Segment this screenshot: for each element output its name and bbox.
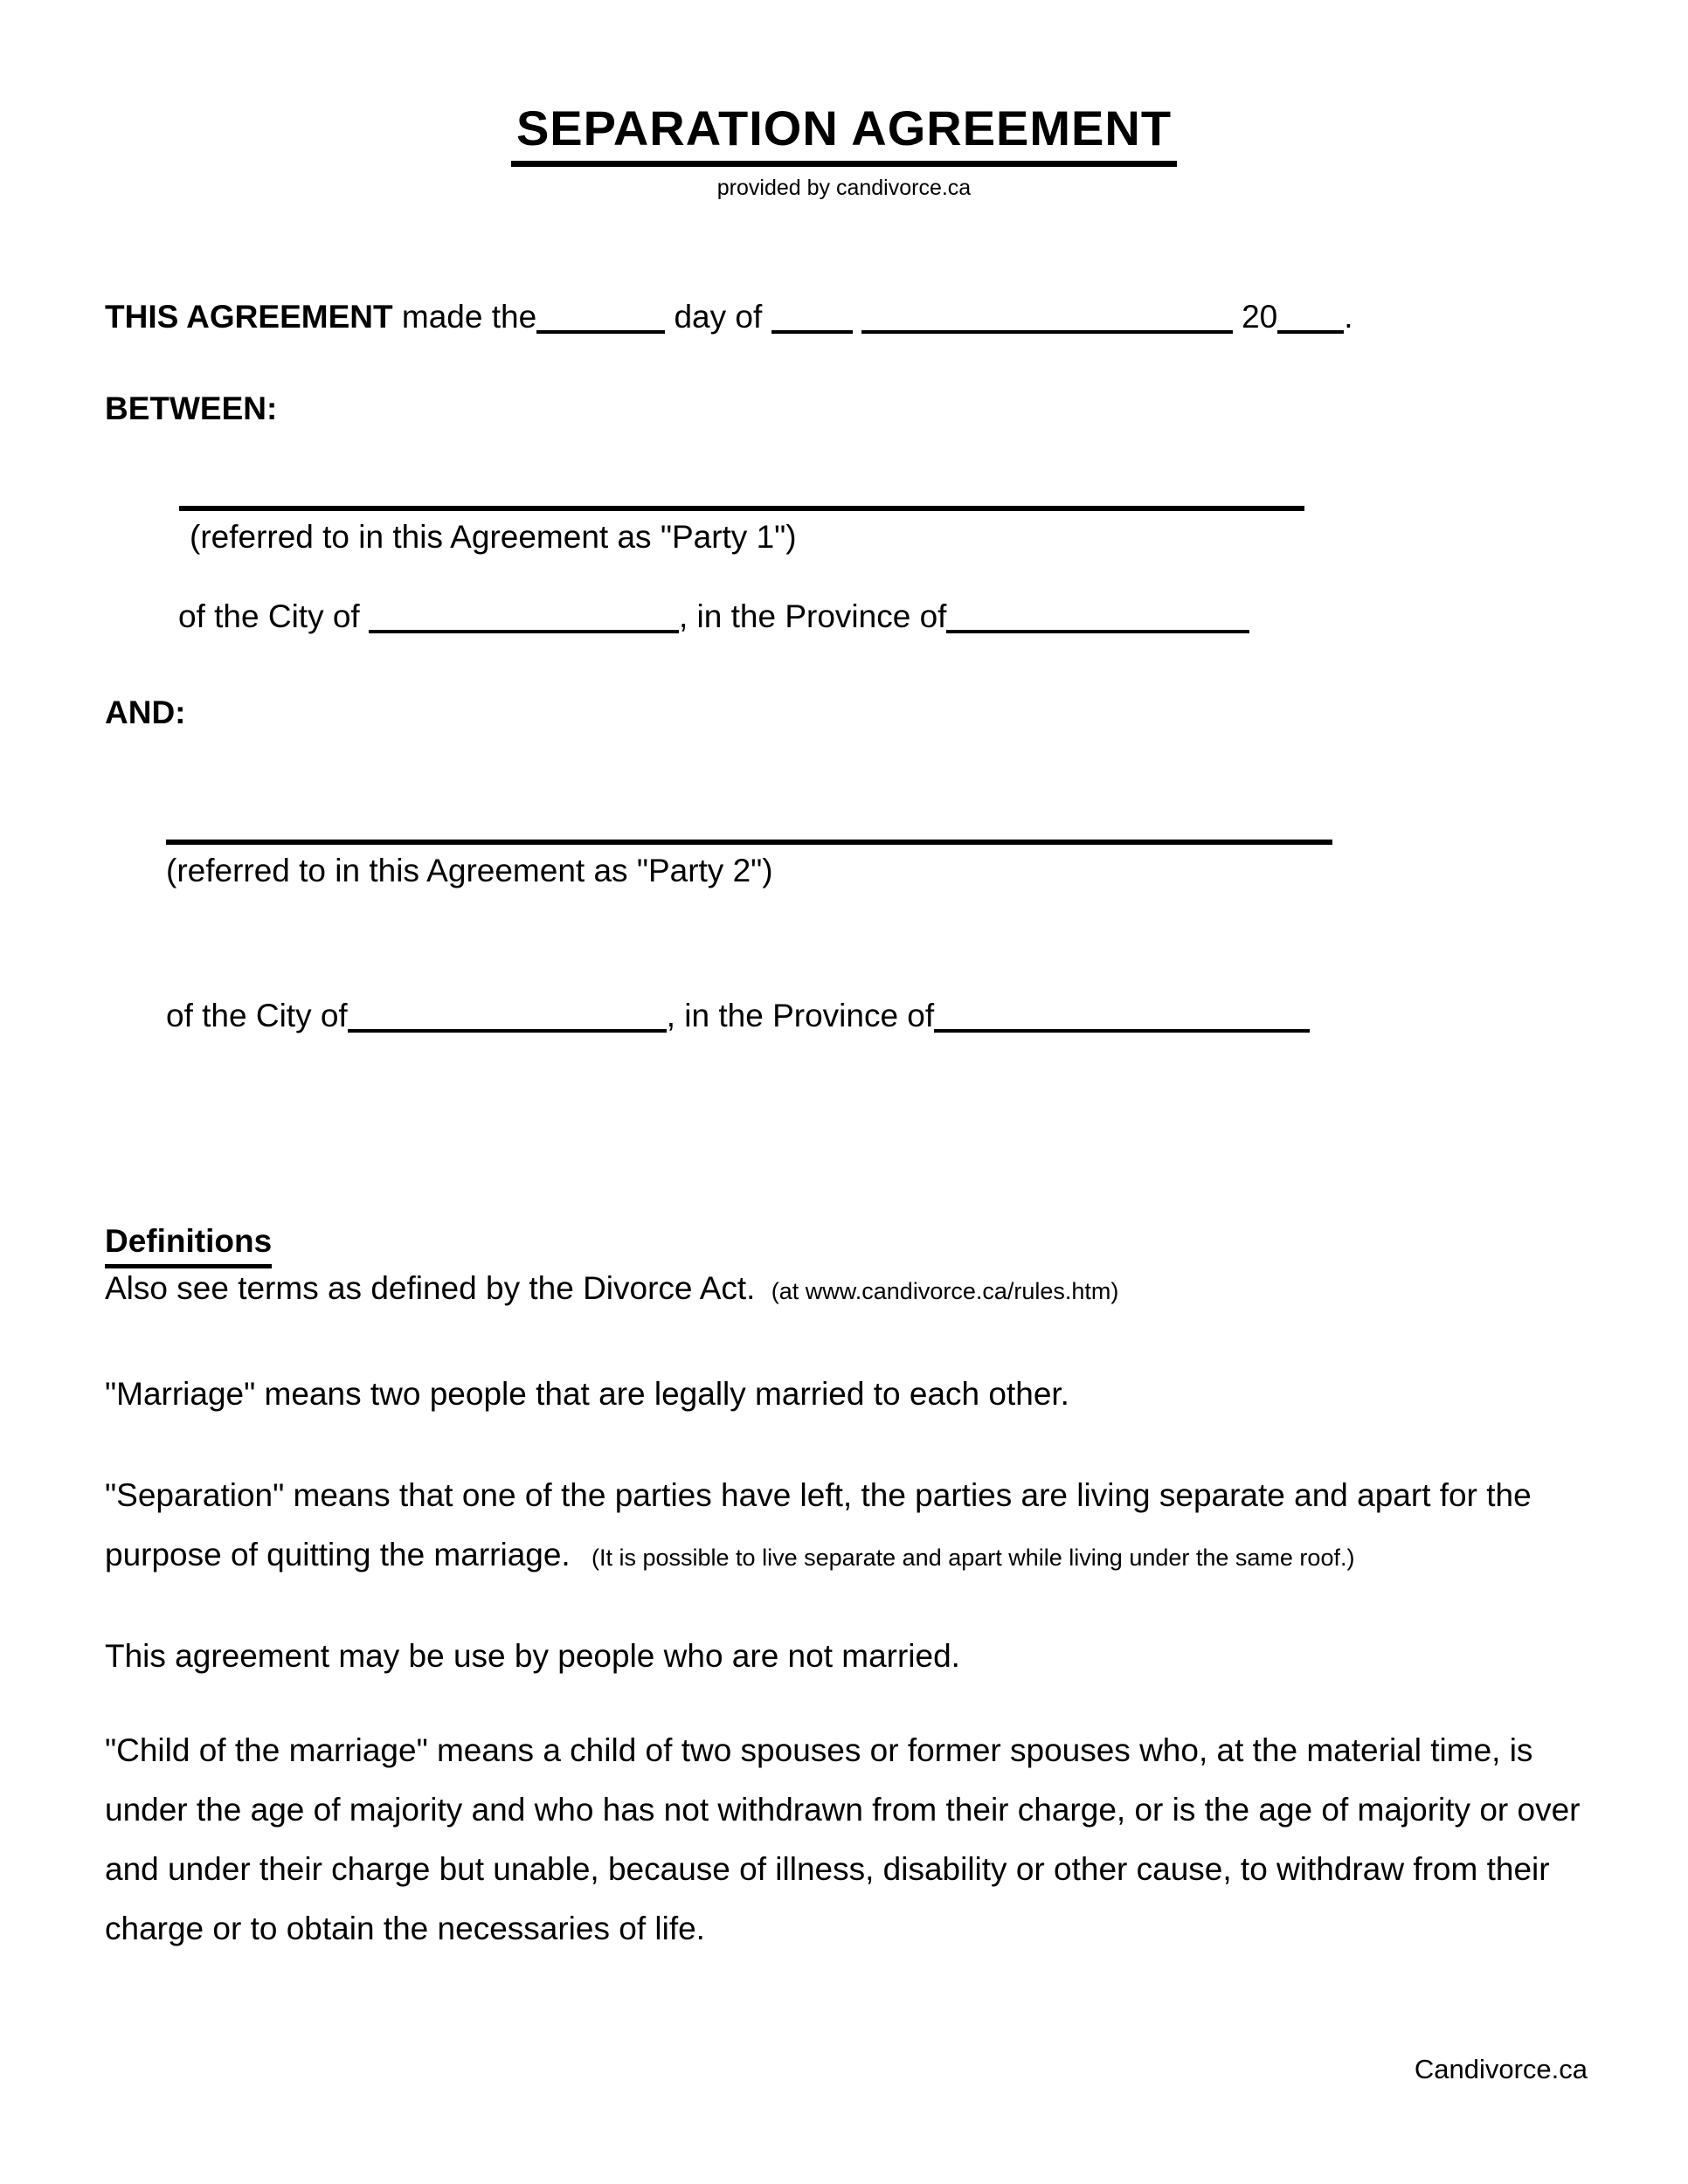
year-prefix-text: 20	[1242, 299, 1278, 335]
party2-residence	[166, 996, 1310, 1036]
blank-day[interactable]	[536, 330, 665, 334]
party1-caption: (referred to in this Agreement as "Party 1")	[190, 519, 797, 555]
blank-party1-city[interactable]	[369, 630, 679, 633]
definition-unmarried: This agreement may be use by people who are not married.	[105, 1638, 960, 1674]
party1-block	[179, 506, 1304, 557]
agreement-lead-text: THIS AGREEMENT	[105, 299, 393, 335]
party2-name-line[interactable]	[166, 840, 1332, 845]
party1-name-line[interactable]	[179, 506, 1304, 511]
title-row	[0, 98, 1688, 167]
definition-separation-text: "Separation" means that one of the parties have left, the parties are living separate and apart for the purpose of quitting the marriage.	[105, 1477, 1532, 1572]
blank-party2-province[interactable]	[934, 1029, 1310, 1033]
between-label: BETWEEN:	[105, 390, 278, 426]
page-title: SEPARATION AGREEMENT	[511, 98, 1177, 167]
definition-child: "Child of the marriage" means a child of two spouses or former spouses who, at the material time, is under the age of majority and who has not withdrawn from their charge, or is the age of majority or over and under their charge but unable, because of illness, disability or other cause, to withdraw from their charge or to obtain the necessaries of life.	[105, 1732, 1581, 1946]
party2-block	[166, 840, 1332, 891]
footer-site: Candivorce.ca	[1414, 2054, 1588, 2084]
blank-month-long[interactable]	[861, 330, 1233, 334]
definitions-heading-row	[105, 1221, 272, 1268]
agreement-sentence	[105, 297, 1353, 337]
blank-month-short[interactable]	[771, 330, 853, 334]
definitions-intro-text: Also see terms as defined by the Divorce Act.	[105, 1270, 756, 1306]
party1-residence	[178, 597, 1249, 637]
definition-separation	[105, 1466, 1590, 1587]
party1-province-prefix-text: , in the Province of	[679, 598, 947, 634]
blank-year[interactable]	[1277, 330, 1344, 334]
party2-city-prefix-text: of the City of	[166, 998, 348, 1033]
page-subtitle: provided by candivorce.ca	[716, 176, 972, 200]
definition-marriage: "Marriage" means two people that are legally married to each other.	[105, 1376, 1069, 1412]
day-of-text: day of	[674, 299, 763, 335]
definition-separation-note: (It is possible to live separate and apart while living under the same roof.)	[591, 1545, 1355, 1571]
made-the-text: made the	[401, 299, 537, 335]
blank-party2-city[interactable]	[348, 1029, 667, 1033]
party2-caption: (referred to in this Agreement as "Party 2")	[166, 853, 773, 888]
and-label: AND:	[105, 695, 186, 730]
document-header	[0, 98, 1688, 202]
sentence-period: .	[1344, 299, 1353, 335]
definitions-intro-note: (at www.candivorce.ca/rules.htm)	[771, 1278, 1119, 1304]
definitions-heading: Definitions	[105, 1221, 272, 1268]
definitions-intro	[105, 1268, 1118, 1309]
party1-city-prefix-text: of the City of	[178, 598, 360, 634]
party2-province-prefix-text: , in the Province of	[666, 998, 935, 1033]
blank-party1-province[interactable]	[946, 630, 1249, 633]
